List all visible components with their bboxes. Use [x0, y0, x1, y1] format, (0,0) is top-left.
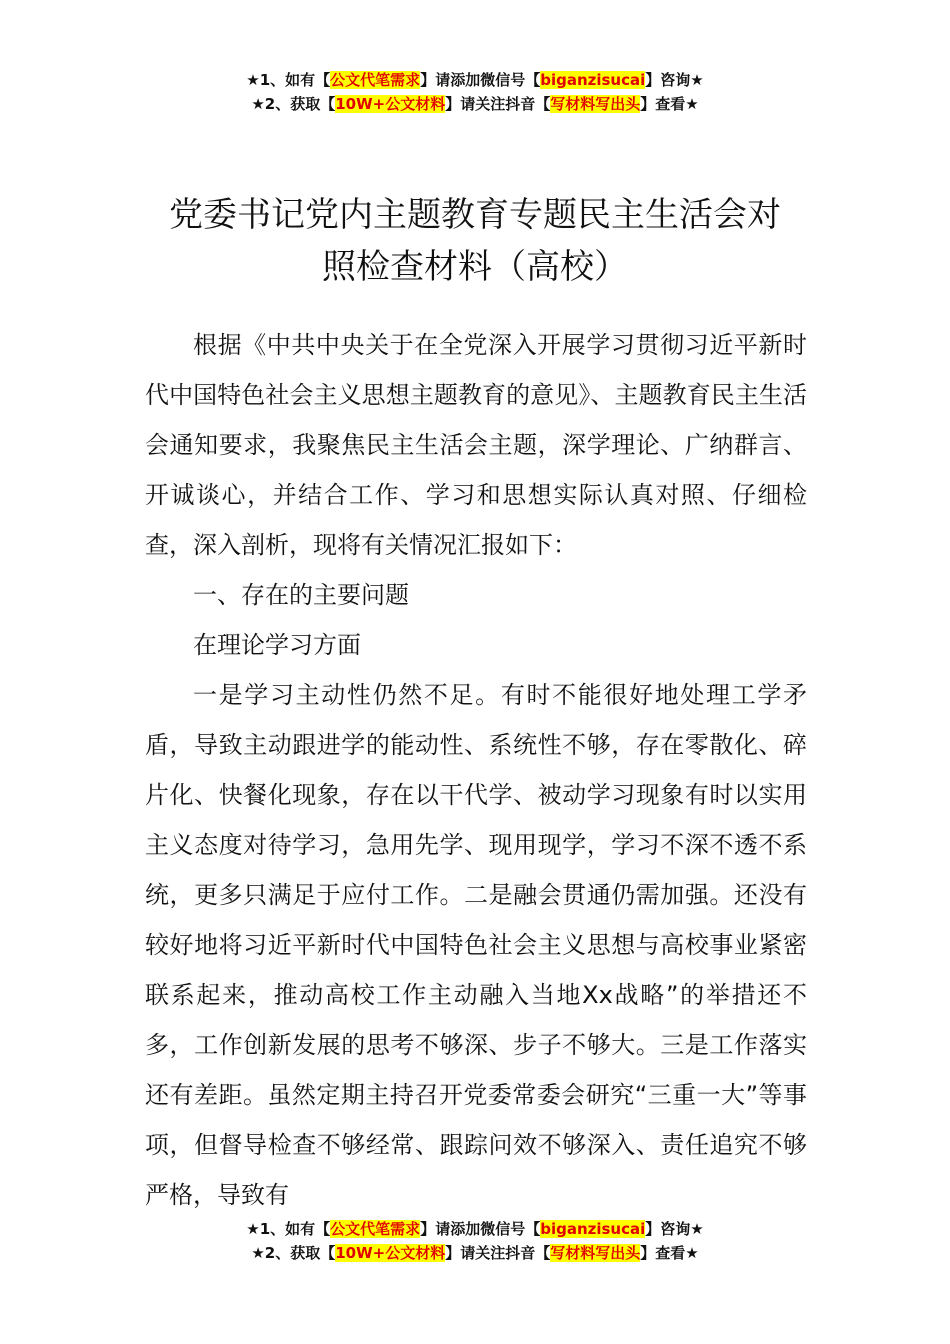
subsection-heading: 在理论学习方面: [193, 631, 361, 659]
paragraph-intro: 根据《中共中央关于在全党深入开展学习贯彻习近平新时代中国特色社会主义思想主题教育的意见》、主题教育民主生活会通知要求，我聚焦民主生活会主题，深学理论、广纳群言、开诚谈心，并结合工作、学习和思想实际认真对照、仔细检查，深入剖析，现将有关情况汇报如下：: [145, 331, 807, 559]
notice-line-1: ★1、如有【公文代笔需求】请添加微信号【biganzisucai】咨询★: [246, 1220, 704, 1238]
highlight-materials: 10W+公文材料: [335, 1244, 446, 1262]
document-body: [145, 320, 807, 1220]
highlight-wechat-id: biganzisucai: [540, 1220, 646, 1238]
paragraph-problems: 一是学习主动性仍然不足。有时不能很好地处理工学矛盾，导致主动跟进学的能动性、系统性不够，存在零散化、碎片化、快餐化现象，存在以干代学、被动学习现象有时以实用主义态度对待学习，急用先学、现用现学，学习不深不透不系统，更多只满足于应付工作。二是融会贯通仍需加强。还没有较好地将习近平新时代中国特色社会主义思想与高校事业紧密联系起来，推动高校工作主动融入当地Xx战略”的举措还不多，工作创新发展的思考不够深、步子不够大。三是工作落实还有差距。虽然定期主持召开党委常委会研究“三重一大”等事项，但督导检查不够经常、跟踪问效不够深入、责任追究不够严格，导致有: [145, 681, 807, 1209]
header-notice: [0, 68, 950, 116]
title-line-1: 党委书记党内主题教育专题民主生活会对: [169, 194, 781, 235]
notice-line-2: ★2、获取【10W+公文材料】请关注抖音【写材料写出头】查看★: [251, 1244, 699, 1262]
highlight-douyin: 写材料写出头: [550, 95, 641, 113]
section-heading: 一、存在的主要问题: [193, 581, 409, 609]
highlight-service: 公文代笔需求: [330, 71, 421, 89]
highlight-wechat-id: biganzisucai: [540, 71, 646, 89]
title-line-2: 照检查材料（高校）: [322, 246, 628, 287]
document-title: [0, 189, 950, 293]
notice-line-1: ★1、如有【公文代笔需求】请添加微信号【biganzisucai】咨询★: [246, 71, 704, 89]
notice-line-2: ★2、获取【10W+公文材料】请关注抖音【写材料写出头】查看★: [251, 95, 699, 113]
highlight-service: 公文代笔需求: [330, 1220, 421, 1238]
highlight-materials: 10W+公文材料: [335, 95, 446, 113]
footer-notice: [0, 1217, 950, 1265]
highlight-douyin: 写材料写出头: [550, 1244, 641, 1262]
